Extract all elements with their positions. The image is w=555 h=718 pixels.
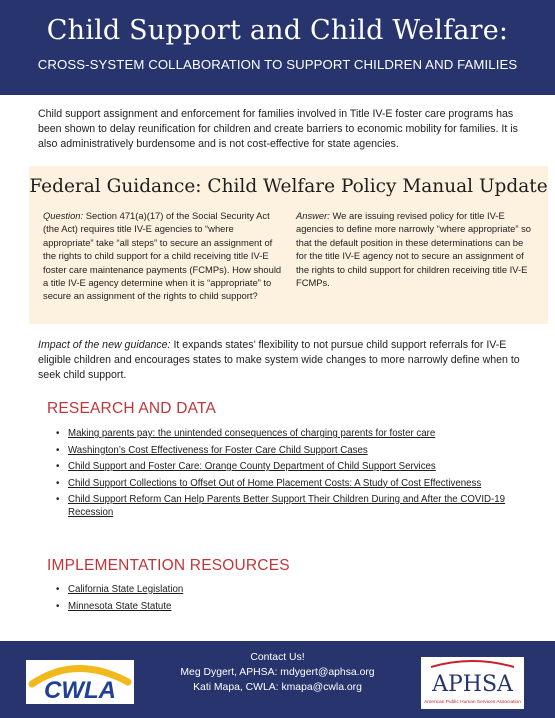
research-link[interactable]: Child Support Collections to Offset Out of Home Placement Costs: A Study of Cost Effectiveness [68, 477, 482, 489]
contact-line-cwla[interactable]: Kati Mapa, CWLA: kmapa@cwla.org [193, 682, 362, 693]
list-item [56, 478, 526, 491]
bullet-icon: • [56, 444, 60, 456]
list-item [56, 494, 526, 519]
aphsa-logo-text: APHSA [432, 672, 513, 697]
bullet-icon: • [56, 600, 60, 612]
implementation-heading: IMPLEMENTATION RESOURCES [47, 557, 290, 574]
page-title: Child Support and Child Welfare: [46, 15, 509, 46]
contact-title: Contact Us! [250, 652, 305, 663]
header-banner [0, 0, 555, 95]
bullet-icon: • [56, 461, 60, 472]
implementation-link[interactable]: Minnesota State Statute [68, 600, 172, 612]
research-link[interactable]: Washington’s Cost Effectiveness for Foster Care Child Support Cases [68, 444, 368, 456]
cwla-logo[interactable] [26, 660, 134, 704]
research-link[interactable]: Making parents pay: the unintended consequences of charging parents for foster care [68, 428, 436, 439]
research-list [56, 428, 526, 523]
aphsa-logo[interactable] [421, 657, 524, 709]
aphsa-logo-graphic [421, 657, 524, 709]
list-item [56, 584, 526, 597]
cwla-logo-text: CWLA [44, 677, 116, 704]
contact-block [170, 650, 385, 695]
research-link[interactable]: Child Support Reform Can Help Parents Better Support Their Children During and After the COVID-19 Recession [68, 494, 506, 518]
research-link[interactable]: Child Support and Foster Care: Orange County Department of Child Support Services [68, 461, 436, 472]
research-heading: RESEARCH AND DATA [47, 400, 217, 417]
aphsa-logo-subtext: American Public Human Services Association [424, 700, 521, 705]
intro-paragraph: Child support assignment and enforcement for families involved in Title IV-E foster care programs has been shown to delay reunification for children and create barriers to economic mobility for families. It is also administratively burdensome and is not cost-effective for state agencies. [38, 108, 518, 150]
guidance-question [43, 209, 283, 303]
answer-lead: Answer: [296, 210, 330, 221]
impact-lead: Impact of the new guidance: [38, 339, 171, 351]
bullet-icon: • [56, 428, 60, 439]
guidance-title: Federal Guidance: Child Welfare Policy Manual Update [29, 176, 548, 197]
question-lead: Question: [43, 210, 84, 221]
footer-banner [0, 641, 555, 718]
impact-text: It expands states’ flexibility to not pursue child support referrals for IV-E eligible children and encourages states to make system wide changes to more narrowly define when to seek child support. [38, 339, 520, 381]
question-text: Section 471(a)(17) of the Social Security Act (the Act) requires title IV-E agencies to “where appropriate” take “all steps” to secure an assignment of the rights to child support for a child receiving title IV-E foster care maintenance payments (FCMPs). How should a title IV-E agency determine when it is “appropriate” to secure an assignment of the rights to child support? [43, 210, 282, 302]
bullet-icon: • [56, 477, 60, 489]
list-item [56, 445, 526, 458]
list-item [56, 461, 526, 474]
implementation-link[interactable]: California State Legislation [68, 584, 184, 595]
bullet-icon: • [56, 584, 60, 595]
impact-paragraph [38, 338, 523, 383]
guidance-box [29, 166, 548, 324]
guidance-answer [296, 209, 536, 289]
cwla-logo-graphic [26, 660, 134, 704]
list-item [56, 601, 526, 614]
implementation-list [56, 584, 526, 617]
list-item [56, 428, 526, 441]
bullet-icon: • [56, 494, 60, 505]
answer-text: We are issuing revised policy for title IV-E agencies to define more narrowly “where appropriate” so that the default position in these determinations can be for the title IV-E agency not to secure an assignment of the rights to child support for children receiving title IV-E FCMPs. [296, 210, 532, 289]
page-subtitle: CROSS-SYSTEM COLLABORATION TO SUPPORT CHILDREN AND FAMILIES [37, 57, 518, 72]
contact-line-aphsa[interactable]: Meg Dygert, APHSA: mdygert@aphsa.org [180, 667, 375, 678]
